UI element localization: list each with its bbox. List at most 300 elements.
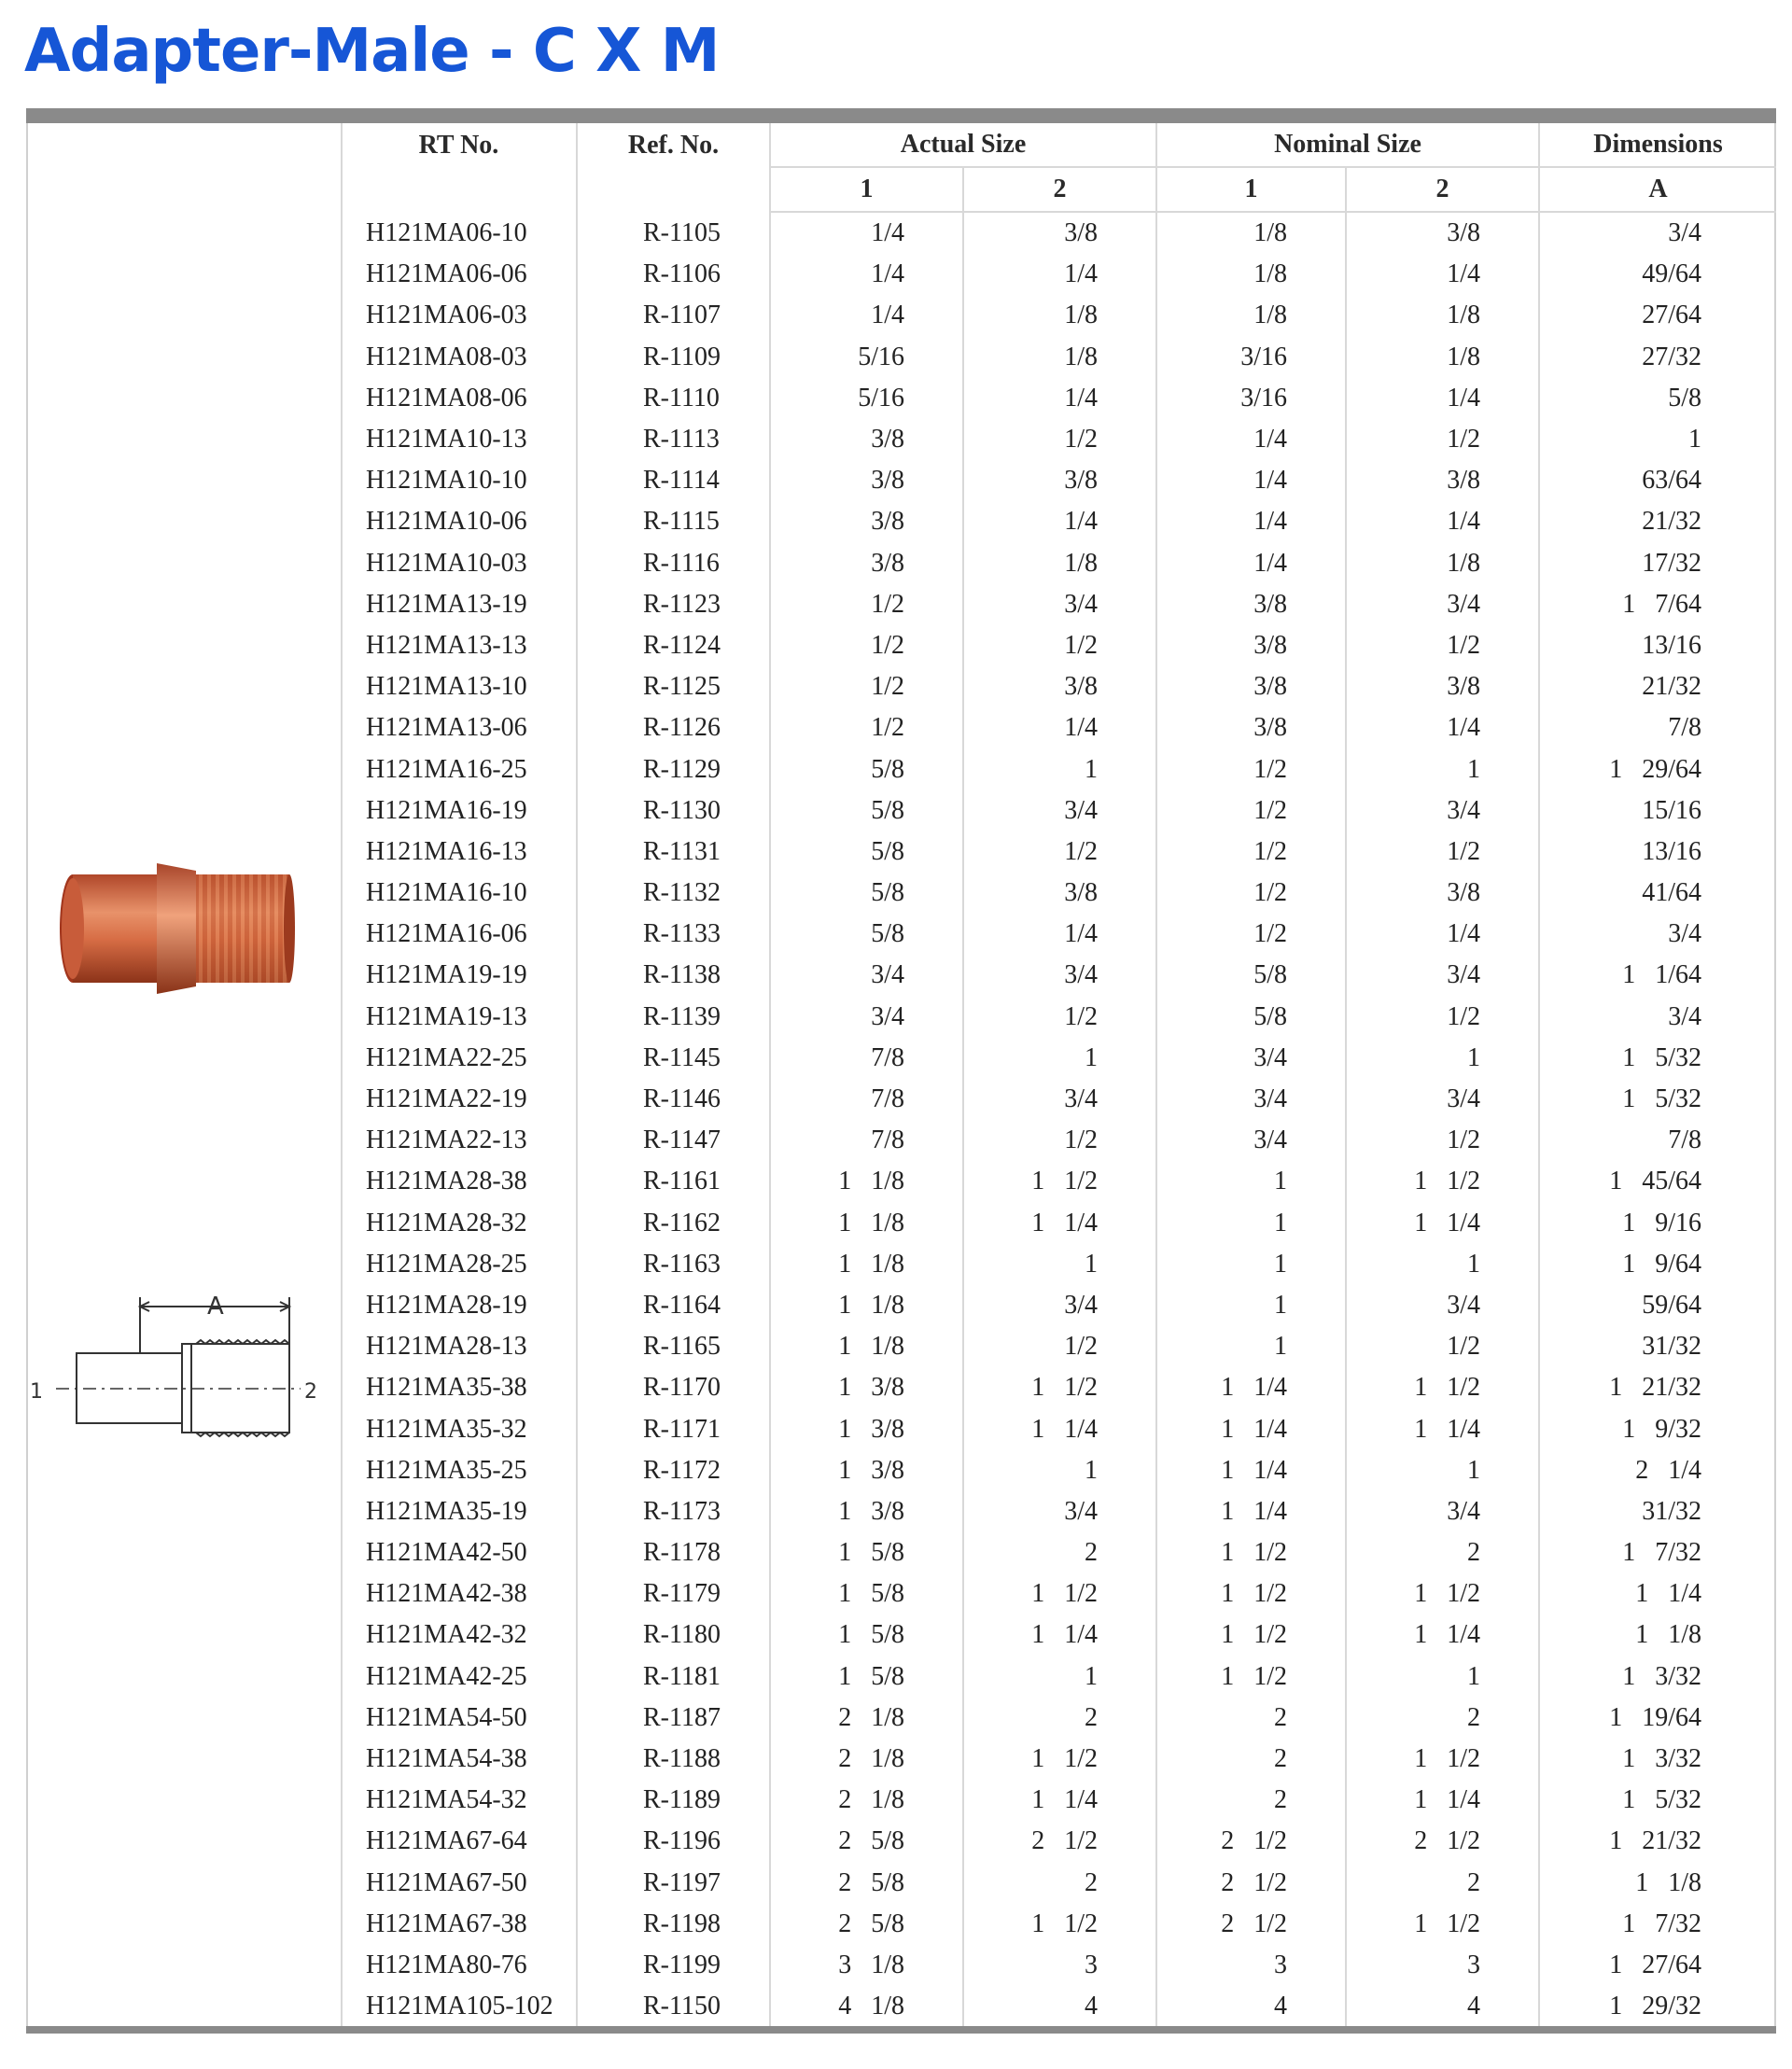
nominal-2-cell: 1 1/4 xyxy=(1346,1408,1539,1449)
nominal-1-cell: 1/4 xyxy=(1156,419,1346,460)
ref-no-cell: R-1171 xyxy=(577,1408,770,1449)
rt-no-cell: H121MA08-06 xyxy=(366,383,527,412)
ref-no-cell: R-1179 xyxy=(577,1573,770,1615)
ref-no-cell: R-1180 xyxy=(577,1615,770,1656)
nominal-2-cell: 1/4 xyxy=(1346,501,1539,542)
table-row xyxy=(342,1698,1776,1739)
rt-no-cell: H121MA06-03 xyxy=(366,301,527,330)
dim-a-cell: 1 3/32 xyxy=(1539,1657,1776,1698)
nominal-1-cell: 1 xyxy=(1156,1203,1346,1244)
table-header xyxy=(342,123,1776,212)
table-row xyxy=(342,212,1776,254)
dim-a-cell: 1 7/32 xyxy=(1539,1532,1776,1573)
ref-no-cell: R-1165 xyxy=(577,1326,770,1367)
actual-2-cell: 1/2 xyxy=(963,1120,1156,1161)
header-nominal-1: 1 xyxy=(1156,167,1346,212)
actual-2-cell: 1 1/2 xyxy=(963,1904,1156,1945)
nominal-2-cell: 1 xyxy=(1346,1244,1539,1285)
actual-1-cell: 2 1/8 xyxy=(770,1698,963,1739)
actual-2-cell: 1 1/4 xyxy=(963,1203,1156,1244)
nominal-2-cell: 3/8 xyxy=(1346,212,1539,254)
nominal-1-cell: 1 xyxy=(1156,1285,1346,1326)
actual-1-cell: 4 1/8 xyxy=(770,1986,963,2027)
bottom-rule xyxy=(26,2026,1776,2034)
nominal-1-cell: 2 1/2 xyxy=(1156,1904,1346,1945)
table-row xyxy=(342,790,1776,832)
nominal-1-cell: 2 xyxy=(1156,1698,1346,1739)
table-row xyxy=(342,1491,1776,1532)
table-row xyxy=(342,873,1776,914)
actual-1-cell: 5/8 xyxy=(770,748,963,790)
nominal-1-cell: 1 xyxy=(1156,1326,1346,1367)
rt-no-cell: H121MA67-64 xyxy=(366,1826,527,1856)
dim-a-cell: 13/16 xyxy=(1539,832,1776,873)
ref-no-cell: R-1196 xyxy=(577,1821,770,1862)
ref-no-cell: R-1147 xyxy=(577,1120,770,1161)
nominal-1-cell: 3/8 xyxy=(1156,625,1346,666)
rt-no-cell: H121MA28-13 xyxy=(366,1332,527,1362)
ref-no-cell: R-1115 xyxy=(577,501,770,542)
actual-2-cell: 3/4 xyxy=(963,1285,1156,1326)
dim-a-cell: 1 21/32 xyxy=(1539,1367,1776,1408)
nominal-1-cell: 1/2 xyxy=(1156,832,1346,873)
actual-2-cell: 2 xyxy=(963,1532,1156,1573)
nominal-1-cell: 1 1/2 xyxy=(1156,1573,1346,1615)
product-photo xyxy=(56,835,299,1022)
nominal-1-cell: 1 1/2 xyxy=(1156,1657,1346,1698)
nominal-2-cell: 2 1/2 xyxy=(1346,1821,1539,1862)
ref-no-cell: R-1164 xyxy=(577,1285,770,1326)
ref-no-cell: R-1181 xyxy=(577,1657,770,1698)
rt-no-cell: H121MA35-32 xyxy=(366,1414,527,1444)
nominal-1-cell: 1/2 xyxy=(1156,748,1346,790)
ref-no-cell: R-1107 xyxy=(577,295,770,336)
actual-2-cell: 1 1/2 xyxy=(963,1161,1156,1202)
rt-no-cell: H121MA10-03 xyxy=(366,548,527,578)
dim-a-cell: 2 1/4 xyxy=(1539,1450,1776,1491)
actual-2-cell: 1 1/2 xyxy=(963,1739,1156,1780)
dim-a-cell: 1 xyxy=(1539,419,1776,460)
dim-a-cell: 1 5/32 xyxy=(1539,1038,1776,1079)
dim-a-cell: 7/8 xyxy=(1539,1120,1776,1161)
table-row xyxy=(342,1986,1776,2027)
table-row xyxy=(342,1532,1776,1573)
header-ref-no: Ref. No. xyxy=(577,123,770,212)
nominal-1-cell: 4 xyxy=(1156,1986,1346,2027)
table-row xyxy=(342,1573,1776,1615)
nominal-2-cell: 3/4 xyxy=(1346,1079,1539,1120)
nominal-1-cell: 3/16 xyxy=(1156,378,1346,419)
table-row xyxy=(342,955,1776,996)
actual-1-cell: 2 1/8 xyxy=(770,1739,963,1780)
table-row xyxy=(342,460,1776,501)
nominal-2-cell: 1 1/2 xyxy=(1346,1904,1539,1945)
actual-2-cell: 1 xyxy=(963,1038,1156,1079)
table-row xyxy=(342,1038,1776,1079)
rt-no-cell: H121MA13-10 xyxy=(366,672,527,702)
table-row xyxy=(342,1326,1776,1367)
table-row xyxy=(342,378,1776,419)
actual-2-cell: 1 1/4 xyxy=(963,1615,1156,1656)
dim-a-cell: 21/32 xyxy=(1539,501,1776,542)
actual-2-cell: 1/4 xyxy=(963,501,1156,542)
actual-1-cell: 7/8 xyxy=(770,1120,963,1161)
nominal-2-cell: 1 1/2 xyxy=(1346,1739,1539,1780)
actual-2-cell: 3/4 xyxy=(963,1079,1156,1120)
ref-no-cell: R-1150 xyxy=(577,1986,770,2027)
table-row xyxy=(342,1244,1776,1285)
actual-2-cell: 1/8 xyxy=(963,337,1156,378)
ref-no-cell: R-1130 xyxy=(577,790,770,832)
actual-1-cell: 1 3/8 xyxy=(770,1408,963,1449)
nominal-2-cell: 1 1/4 xyxy=(1346,1203,1539,1244)
actual-1-cell: 5/16 xyxy=(770,337,963,378)
actual-2-cell: 3/4 xyxy=(963,790,1156,832)
nominal-2-cell: 1/4 xyxy=(1346,254,1539,295)
nominal-2-cell: 4 xyxy=(1346,1986,1539,2027)
rt-no-cell: H121MA10-06 xyxy=(366,507,527,537)
table-row xyxy=(342,1739,1776,1780)
nominal-2-cell: 3/4 xyxy=(1346,1285,1539,1326)
end-2-label: 2 xyxy=(304,1380,317,1404)
header-actual-size: Actual Size xyxy=(770,123,1156,167)
table-row xyxy=(342,501,1776,542)
nominal-2-cell: 3/4 xyxy=(1346,584,1539,625)
rt-no-cell: H121MA19-13 xyxy=(366,1001,527,1031)
actual-1-cell: 5/8 xyxy=(770,832,963,873)
dim-a-cell: 15/16 xyxy=(1539,790,1776,832)
actual-1-cell: 1 1/8 xyxy=(770,1203,963,1244)
nominal-1-cell: 1 1/4 xyxy=(1156,1408,1346,1449)
actual-1-cell: 1 1/8 xyxy=(770,1326,963,1367)
actual-1-cell: 1 3/8 xyxy=(770,1367,963,1408)
actual-1-cell: 2 5/8 xyxy=(770,1904,963,1945)
actual-1-cell: 1 5/8 xyxy=(770,1573,963,1615)
table-row xyxy=(342,1821,1776,1862)
actual-1-cell: 3/4 xyxy=(770,997,963,1038)
ref-no-cell: R-1109 xyxy=(577,337,770,378)
actual-2-cell: 3/8 xyxy=(963,212,1156,254)
dim-a-cell: 3/4 xyxy=(1539,997,1776,1038)
table-row xyxy=(342,832,1776,873)
table-row xyxy=(342,254,1776,295)
ref-no-cell: R-1106 xyxy=(577,254,770,295)
actual-2-cell: 1/2 xyxy=(963,1326,1156,1367)
ref-no-cell: R-1199 xyxy=(577,1945,770,1986)
nominal-1-cell: 1/8 xyxy=(1156,295,1346,336)
ref-no-cell: R-1113 xyxy=(577,419,770,460)
dim-a-cell: 7/8 xyxy=(1539,707,1776,748)
dim-a-cell: 1 1/8 xyxy=(1539,1615,1776,1656)
nominal-1-cell: 1 1/2 xyxy=(1156,1532,1346,1573)
table-row xyxy=(342,748,1776,790)
ref-no-cell: R-1197 xyxy=(577,1863,770,1904)
actual-2-cell: 1 1/2 xyxy=(963,1573,1156,1615)
nominal-2-cell: 1 1/2 xyxy=(1346,1573,1539,1615)
rt-no-cell: H121MA16-10 xyxy=(366,878,527,908)
actual-1-cell: 5/16 xyxy=(770,378,963,419)
ref-no-cell: R-1133 xyxy=(577,914,770,955)
header-dimensions: Dimensions xyxy=(1539,123,1776,167)
nominal-1-cell: 3/4 xyxy=(1156,1038,1346,1079)
nominal-1-cell: 1 1/4 xyxy=(1156,1367,1346,1408)
nominal-2-cell: 3/4 xyxy=(1346,1491,1539,1532)
dim-a-cell: 27/64 xyxy=(1539,295,1776,336)
actual-1-cell: 7/8 xyxy=(770,1038,963,1079)
ref-no-cell: R-1163 xyxy=(577,1244,770,1285)
header-actual-1: 1 xyxy=(770,167,963,212)
nominal-1-cell: 1 1/4 xyxy=(1156,1491,1346,1532)
actual-1-cell: 3 1/8 xyxy=(770,1945,963,1986)
actual-1-cell: 1 3/8 xyxy=(770,1450,963,1491)
ref-no-cell: R-1116 xyxy=(577,543,770,584)
table-row xyxy=(342,1285,1776,1326)
dim-a-cell: 1 7/64 xyxy=(1539,584,1776,625)
rt-no-cell: H121MA54-50 xyxy=(366,1702,527,1732)
nominal-2-cell: 1/4 xyxy=(1346,914,1539,955)
dim-a-cell: 1 45/64 xyxy=(1539,1161,1776,1202)
dim-a-cell: 5/8 xyxy=(1539,378,1776,419)
header-nominal-size: Nominal Size xyxy=(1156,123,1539,167)
rt-no-cell: H121MA16-19 xyxy=(366,795,527,825)
nominal-1-cell: 1/4 xyxy=(1156,501,1346,542)
ref-no-cell: R-1187 xyxy=(577,1698,770,1739)
nominal-1-cell: 1/8 xyxy=(1156,254,1346,295)
rt-no-cell: H121MA42-25 xyxy=(366,1661,527,1691)
actual-1-cell: 3/8 xyxy=(770,419,963,460)
nominal-1-cell: 1 1/2 xyxy=(1156,1615,1346,1656)
table-row xyxy=(342,1904,1776,1945)
actual-1-cell: 1 1/8 xyxy=(770,1161,963,1202)
dim-a-cell: 1 29/32 xyxy=(1539,1986,1776,2027)
nominal-2-cell: 1/4 xyxy=(1346,707,1539,748)
nominal-1-cell: 3 xyxy=(1156,1945,1346,1986)
actual-2-cell: 1/8 xyxy=(963,543,1156,584)
rt-no-cell: H121MA54-32 xyxy=(366,1785,527,1815)
header-nominal-2: 2 xyxy=(1346,167,1539,212)
actual-2-cell: 3/8 xyxy=(963,873,1156,914)
rt-no-cell: H121MA16-13 xyxy=(366,836,527,866)
ref-no-cell: R-1132 xyxy=(577,873,770,914)
rt-no-cell: H121MA22-13 xyxy=(366,1125,527,1155)
ref-no-cell: R-1139 xyxy=(577,997,770,1038)
nominal-1-cell: 1/4 xyxy=(1156,460,1346,501)
rt-no-cell: H121MA22-19 xyxy=(366,1084,527,1114)
nominal-1-cell: 1 xyxy=(1156,1244,1346,1285)
table-row xyxy=(342,707,1776,748)
table-row xyxy=(342,1120,1776,1161)
dim-a-cell: 49/64 xyxy=(1539,254,1776,295)
table-body xyxy=(342,212,1776,2027)
table-row xyxy=(342,1367,1776,1408)
ref-no-cell: R-1105 xyxy=(577,212,770,254)
rt-no-cell: H121MA42-38 xyxy=(366,1579,527,1609)
rt-no-cell: H121MA06-10 xyxy=(366,217,527,247)
nominal-2-cell: 1/2 xyxy=(1346,997,1539,1038)
actual-2-cell: 3/8 xyxy=(963,666,1156,707)
ref-no-cell: R-1178 xyxy=(577,1532,770,1573)
nominal-2-cell: 3 xyxy=(1346,1945,1539,1986)
nominal-2-cell: 3/4 xyxy=(1346,955,1539,996)
rt-no-cell: H121MA28-38 xyxy=(366,1167,527,1196)
nominal-2-cell: 2 xyxy=(1346,1532,1539,1573)
nominal-1-cell: 3/8 xyxy=(1156,584,1346,625)
rt-no-cell: H121MA105-102 xyxy=(366,1992,553,2021)
actual-2-cell: 1/2 xyxy=(963,625,1156,666)
rt-no-cell: H121MA16-25 xyxy=(366,754,527,784)
rt-no-cell: H121MA42-50 xyxy=(366,1538,527,1568)
ref-no-cell: R-1126 xyxy=(577,707,770,748)
table-row xyxy=(342,914,1776,955)
nominal-2-cell: 1/8 xyxy=(1346,337,1539,378)
nominal-2-cell: 1/2 xyxy=(1346,1120,1539,1161)
nominal-1-cell: 1/2 xyxy=(1156,914,1346,955)
nominal-2-cell: 1/2 xyxy=(1346,625,1539,666)
nominal-2-cell: 1 1/2 xyxy=(1346,1161,1539,1202)
ref-no-cell: R-1189 xyxy=(577,1780,770,1821)
rt-no-cell: H121MA13-06 xyxy=(366,713,527,743)
rt-no-cell: H121MA67-50 xyxy=(366,1867,527,1897)
actual-1-cell: 1 5/8 xyxy=(770,1615,963,1656)
dim-a-cell: 1 3/32 xyxy=(1539,1739,1776,1780)
dim-a-cell: 1 5/32 xyxy=(1539,1079,1776,1120)
actual-1-cell: 1 1/8 xyxy=(770,1244,963,1285)
rt-no-cell: H121MA80-76 xyxy=(366,1950,527,1979)
ref-no-cell: R-1188 xyxy=(577,1739,770,1780)
dim-a-cell: 59/64 xyxy=(1539,1285,1776,1326)
actual-1-cell: 2 5/8 xyxy=(770,1821,963,1862)
actual-2-cell: 1 xyxy=(963,1244,1156,1285)
table-row xyxy=(342,337,1776,378)
rt-no-cell: H121MA10-10 xyxy=(366,466,527,496)
actual-1-cell: 3/4 xyxy=(770,955,963,996)
table-row xyxy=(342,1615,1776,1656)
nominal-2-cell: 1 1/4 xyxy=(1346,1780,1539,1821)
nominal-2-cell: 3/8 xyxy=(1346,666,1539,707)
table-row xyxy=(342,1780,1776,1821)
nominal-2-cell: 3/8 xyxy=(1346,873,1539,914)
actual-2-cell: 1/4 xyxy=(963,254,1156,295)
rt-no-cell: H121MA35-19 xyxy=(366,1496,527,1526)
actual-1-cell: 1/2 xyxy=(770,584,963,625)
actual-2-cell: 2 xyxy=(963,1698,1156,1739)
table-row xyxy=(342,295,1776,336)
nominal-2-cell: 1 1/4 xyxy=(1346,1615,1539,1656)
dim-a-cell: 41/64 xyxy=(1539,873,1776,914)
ref-no-cell: R-1114 xyxy=(577,460,770,501)
dim-a-cell: 1 9/16 xyxy=(1539,1203,1776,1244)
actual-2-cell: 1 1/4 xyxy=(963,1780,1156,1821)
ref-no-cell: R-1170 xyxy=(577,1367,770,1408)
dim-a-cell: 1 27/64 xyxy=(1539,1945,1776,1986)
dim-a-cell: 17/32 xyxy=(1539,543,1776,584)
dim-a-cell: 3/4 xyxy=(1539,212,1776,254)
nominal-1-cell: 5/8 xyxy=(1156,955,1346,996)
dim-a-cell: 1 19/64 xyxy=(1539,1698,1776,1739)
nominal-1-cell: 3/4 xyxy=(1156,1120,1346,1161)
rt-no-cell: H121MA42-32 xyxy=(366,1620,527,1650)
table-row xyxy=(342,1079,1776,1120)
actual-2-cell: 2 1/2 xyxy=(963,1821,1156,1862)
nominal-1-cell: 2 xyxy=(1156,1739,1346,1780)
table-row xyxy=(342,584,1776,625)
spec-table xyxy=(342,123,1776,2027)
actual-2-cell: 2 xyxy=(963,1863,1156,1904)
ref-no-cell: R-1123 xyxy=(577,584,770,625)
nominal-2-cell: 1/2 xyxy=(1346,1326,1539,1367)
actual-1-cell: 1 5/8 xyxy=(770,1657,963,1698)
table-row xyxy=(342,625,1776,666)
actual-2-cell: 3/4 xyxy=(963,955,1156,996)
actual-2-cell: 3/4 xyxy=(963,1491,1156,1532)
dim-a-cell: 1 9/32 xyxy=(1539,1408,1776,1449)
top-rule xyxy=(26,108,1776,123)
nominal-2-cell: 3/4 xyxy=(1346,790,1539,832)
actual-2-cell: 1 xyxy=(963,1657,1156,1698)
rt-no-cell: H121MA08-03 xyxy=(366,342,527,371)
dim-a-cell: 31/32 xyxy=(1539,1326,1776,1367)
rt-no-cell: H121MA16-06 xyxy=(366,919,527,949)
dim-a-cell: 1 29/64 xyxy=(1539,748,1776,790)
table-row xyxy=(342,419,1776,460)
nominal-1-cell: 5/8 xyxy=(1156,997,1346,1038)
ref-no-cell: R-1161 xyxy=(577,1161,770,1202)
header-actual-2: 2 xyxy=(963,167,1156,212)
actual-2-cell: 1 xyxy=(963,748,1156,790)
nominal-1-cell: 3/4 xyxy=(1156,1079,1346,1120)
rt-no-cell: H121MA10-13 xyxy=(366,425,527,454)
ref-no-cell: R-1138 xyxy=(577,955,770,996)
header-rt-no: RT No. xyxy=(418,131,499,160)
nominal-1-cell: 1 1/4 xyxy=(1156,1450,1346,1491)
actual-1-cell: 1/4 xyxy=(770,295,963,336)
actual-1-cell: 3/8 xyxy=(770,460,963,501)
dimension-a-label: A xyxy=(207,1293,224,1321)
actual-1-cell: 1/2 xyxy=(770,625,963,666)
table-row xyxy=(342,1161,1776,1202)
actual-2-cell: 1 1/2 xyxy=(963,1367,1156,1408)
actual-2-cell: 3/4 xyxy=(963,584,1156,625)
actual-1-cell: 3/8 xyxy=(770,501,963,542)
rt-no-cell: H121MA19-19 xyxy=(366,960,527,990)
actual-2-cell: 1/8 xyxy=(963,295,1156,336)
dim-a-cell: 1 5/32 xyxy=(1539,1780,1776,1821)
rt-no-cell: H121MA06-06 xyxy=(366,259,527,289)
actual-1-cell: 1/2 xyxy=(770,707,963,748)
actual-2-cell: 1/4 xyxy=(963,707,1156,748)
table-row xyxy=(342,1863,1776,1904)
nominal-2-cell: 1/2 xyxy=(1346,832,1539,873)
actual-2-cell: 1/2 xyxy=(963,419,1156,460)
dim-a-cell: 27/32 xyxy=(1539,337,1776,378)
rt-no-cell: H121MA35-25 xyxy=(366,1455,527,1485)
nominal-2-cell: 3/8 xyxy=(1346,460,1539,501)
nominal-1-cell: 3/8 xyxy=(1156,707,1346,748)
dim-a-cell: 31/32 xyxy=(1539,1491,1776,1532)
rt-no-cell: H121MA22-25 xyxy=(366,1042,527,1072)
rt-no-cell: H121MA28-25 xyxy=(366,1249,527,1279)
nominal-1-cell: 3/16 xyxy=(1156,337,1346,378)
ref-no-cell: R-1131 xyxy=(577,832,770,873)
dim-a-cell: 1 7/32 xyxy=(1539,1904,1776,1945)
actual-1-cell: 1/2 xyxy=(770,666,963,707)
nominal-1-cell: 2 1/2 xyxy=(1156,1821,1346,1862)
actual-1-cell: 2 5/8 xyxy=(770,1863,963,1904)
nominal-2-cell: 1/8 xyxy=(1346,543,1539,584)
dim-a-cell: 1 21/32 xyxy=(1539,1821,1776,1862)
actual-1-cell: 1/4 xyxy=(770,254,963,295)
nominal-1-cell: 2 1/2 xyxy=(1156,1863,1346,1904)
